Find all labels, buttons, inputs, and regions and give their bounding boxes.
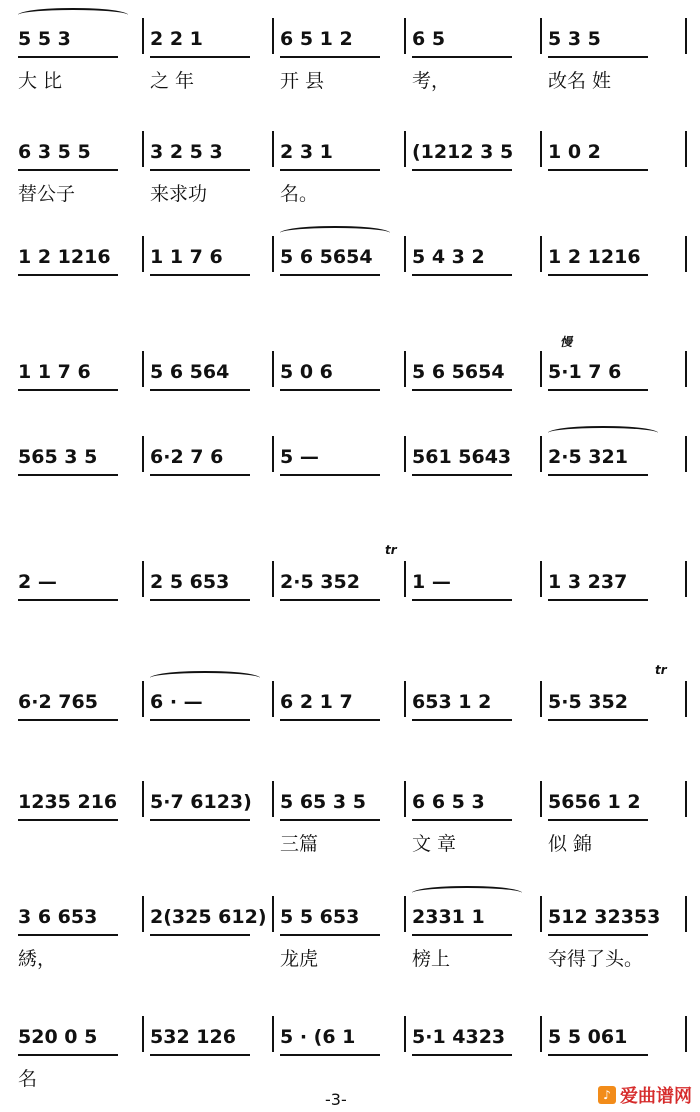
measure (150, 440, 223, 474)
notes-row (0, 900, 700, 934)
barline (685, 131, 687, 167)
measure-notes: 653 1 2 (412, 691, 492, 713)
staff-line (0, 335, 700, 435)
barline (272, 131, 274, 167)
notes-row (0, 1020, 700, 1054)
measure (548, 785, 641, 819)
measure (548, 565, 627, 599)
measure (548, 900, 660, 934)
staff-line (0, 785, 700, 865)
barline (142, 436, 144, 472)
measure (150, 240, 223, 274)
measure (18, 900, 97, 934)
barline (685, 1016, 687, 1052)
measure (412, 565, 451, 599)
barline (272, 18, 274, 54)
measure-notes: 2(325 612) (150, 906, 267, 928)
measure-notes: 5656 1 2 (548, 791, 641, 813)
barline (142, 1016, 144, 1052)
measure-notes: 6 · — (150, 691, 203, 713)
measure (412, 685, 491, 719)
barline (404, 561, 406, 597)
measure-notes: (1212 3 5 (412, 141, 514, 163)
measure-notes: 1 0 2 (548, 141, 601, 163)
measure-notes: 5 6 564 (150, 361, 230, 383)
barline (142, 236, 144, 272)
measure (150, 1020, 236, 1054)
beam-underline (548, 56, 648, 58)
beam-underline (412, 169, 512, 171)
barline (142, 896, 144, 932)
beam-underline (18, 819, 118, 821)
measure-notes: 5 6 5654 (280, 246, 373, 268)
measure-notes: 5 5 3 (18, 28, 71, 50)
notes-row (0, 543, 700, 599)
measure-notes: 5 0 6 (280, 361, 333, 383)
measure-notes: 5 5 061 (548, 1026, 628, 1048)
lyric-text: 大 比 (18, 70, 63, 92)
measure (280, 900, 359, 934)
staff-line (0, 1020, 700, 1100)
measure-notes: 565 3 5 (18, 446, 98, 468)
measure (548, 135, 601, 169)
beam-underline (548, 599, 648, 601)
slur-mark (18, 8, 128, 22)
barline (685, 781, 687, 817)
measure (280, 22, 353, 56)
measure-notes: 5 3 5 (548, 28, 601, 50)
barline (142, 351, 144, 387)
beam-underline (280, 1054, 380, 1056)
lyric-text: 龙虎 (280, 948, 319, 970)
music-note-icon: ♪ (598, 1086, 616, 1104)
barline (404, 236, 406, 272)
beam-underline (412, 389, 512, 391)
slur-mark (280, 226, 390, 240)
lyric-text: 榜上 (412, 948, 451, 970)
barline (272, 236, 274, 272)
measure-notes: 6 5 (412, 28, 446, 50)
staff-line (0, 543, 700, 645)
barline (685, 351, 687, 387)
measure-notes: 5 65 3 5 (280, 791, 366, 813)
barline (540, 681, 542, 717)
measure (18, 22, 71, 56)
measure-notes: 5·1 4323 (412, 1026, 506, 1048)
measure (18, 240, 111, 274)
measure-notes: 561 5643 (412, 446, 512, 468)
barline (540, 436, 542, 472)
beam-underline (150, 599, 250, 601)
notes-row (0, 22, 700, 56)
barline (540, 561, 542, 597)
barline (272, 351, 274, 387)
barline (540, 18, 542, 54)
beam-underline (18, 1054, 118, 1056)
measure-notes: 6 6 5 3 (412, 791, 485, 813)
measure-notes: 2 5 653 (150, 571, 230, 593)
beam-underline (280, 474, 380, 476)
measure (18, 440, 97, 474)
barline (540, 351, 542, 387)
barline (272, 896, 274, 932)
measure (280, 785, 366, 819)
lyric-text: 文 章 (412, 833, 457, 855)
beam-underline (18, 934, 118, 936)
staff-line (0, 663, 700, 765)
measure-notes: 1 2 1216 (18, 246, 111, 268)
measure-notes: 5 4 3 2 (412, 246, 485, 268)
measure (412, 1020, 505, 1054)
barline (404, 1016, 406, 1052)
slur-mark (150, 671, 260, 685)
measure (150, 22, 203, 56)
page-number: -3- (325, 1090, 347, 1109)
performance-mark: 慢 (560, 335, 573, 349)
measure-notes: 2·5 321 (548, 446, 628, 468)
measure-notes: 1 3 237 (548, 571, 628, 593)
beam-underline (18, 169, 118, 171)
barline (272, 561, 274, 597)
beam-underline (412, 474, 512, 476)
measure-notes: 3 6 653 (18, 906, 98, 928)
beam-underline (150, 274, 250, 276)
measure-notes: 2 2 1 (150, 28, 203, 50)
beam-underline (548, 169, 648, 171)
measure (150, 685, 203, 719)
measure (150, 135, 223, 169)
measure (18, 1020, 97, 1054)
staff-line (0, 900, 700, 980)
measure (150, 900, 267, 934)
beam-underline (150, 56, 250, 58)
staff-line (0, 135, 700, 215)
lyric-text: 来求功 (150, 183, 208, 205)
measure (548, 240, 641, 274)
measure-notes: 1 — (412, 571, 451, 593)
measure (18, 785, 117, 819)
beam-underline (412, 934, 512, 936)
performance-mark: tr (385, 543, 397, 557)
measure (280, 355, 333, 389)
barline (142, 681, 144, 717)
beam-underline (18, 389, 118, 391)
measure (412, 240, 485, 274)
measure-notes: 1235 216 (18, 791, 118, 813)
beam-underline (280, 56, 380, 58)
measure-notes: 6·2 7 6 (150, 446, 224, 468)
barline (404, 436, 406, 472)
measure (280, 565, 360, 599)
beam-underline (280, 934, 380, 936)
beam-underline (548, 819, 648, 821)
slur-mark (412, 886, 522, 900)
barline (404, 131, 406, 167)
notes-row (0, 440, 700, 474)
performance-mark: tr (655, 663, 667, 677)
lyric-text: 名 (18, 1068, 38, 1090)
measure-notes: 5·1 7 6 (548, 361, 622, 383)
measure (150, 785, 252, 819)
barline (404, 681, 406, 717)
barline (540, 781, 542, 817)
barline (540, 131, 542, 167)
measure-notes: 520 0 5 (18, 1026, 98, 1048)
barline (685, 681, 687, 717)
beam-underline (412, 719, 512, 721)
barline (540, 236, 542, 272)
measure (18, 565, 57, 599)
beam-underline (280, 599, 380, 601)
beam-underline (412, 1054, 512, 1056)
beam-underline (548, 934, 648, 936)
beam-underline (280, 274, 380, 276)
measure-notes: 3 2 5 3 (150, 141, 223, 163)
staff-line (0, 240, 700, 320)
measure-notes: 512 32353 (548, 906, 661, 928)
barline (540, 896, 542, 932)
notes-row (0, 135, 700, 169)
barline (404, 896, 406, 932)
measure-notes: 6 5 1 2 (280, 28, 353, 50)
barline (404, 18, 406, 54)
measure (280, 135, 333, 169)
barline (685, 18, 687, 54)
measure-notes: 5 — (280, 446, 319, 468)
lyric-text: 之 年 (150, 70, 195, 92)
measure-notes: 6 2 1 7 (280, 691, 353, 713)
watermark-text: 爱曲谱网 (620, 1086, 692, 1107)
measure-notes: 1 1 7 6 (18, 361, 91, 383)
measure (548, 355, 621, 389)
lyric-text: 名。 (280, 183, 319, 205)
beam-underline (150, 934, 250, 936)
lyric-text: 似 錦 (548, 833, 593, 855)
measure-notes: 6 3 5 5 (18, 141, 91, 163)
beam-underline (150, 169, 250, 171)
beam-underline (412, 599, 512, 601)
beam-underline (280, 169, 380, 171)
measure (280, 685, 353, 719)
staff-line (0, 440, 700, 520)
barline (404, 351, 406, 387)
measure-notes: 1 2 1216 (548, 246, 641, 268)
measure (548, 22, 601, 56)
lyric-text: 替公子 (18, 183, 76, 205)
beam-underline (150, 389, 250, 391)
measure (280, 240, 373, 274)
lyric-text: 开 县 (280, 70, 325, 92)
measure (412, 22, 445, 56)
barline (685, 436, 687, 472)
beam-underline (18, 719, 118, 721)
barline (142, 131, 144, 167)
barline (272, 781, 274, 817)
barline (685, 561, 687, 597)
barline (685, 236, 687, 272)
measure (150, 355, 229, 389)
measure-notes: 5·7 6123) (150, 791, 252, 813)
beam-underline (18, 56, 118, 58)
beam-underline (150, 719, 250, 721)
beam-underline (150, 1054, 250, 1056)
measure (412, 440, 511, 474)
barline (685, 896, 687, 932)
measure-notes: 2331 1 (412, 906, 485, 928)
slur-mark (548, 426, 658, 440)
barline (540, 1016, 542, 1052)
beam-underline (548, 274, 648, 276)
measure (548, 440, 628, 474)
lyric-text: 夺得了头。 (548, 948, 644, 970)
measure (412, 900, 485, 934)
measure-notes: 5 6 5654 (412, 361, 505, 383)
notes-row (0, 663, 700, 719)
lyric-text: 考， (412, 70, 451, 92)
lyric-text: 改名 姓 (548, 70, 612, 92)
measure-notes: 2 — (18, 571, 57, 593)
barline (142, 561, 144, 597)
barline (404, 781, 406, 817)
measure-notes: 532 126 (150, 1026, 236, 1048)
barline (272, 436, 274, 472)
measure-notes: 5·5 352 (548, 691, 628, 713)
beam-underline (280, 389, 380, 391)
measure-notes: 2·5 352 (280, 571, 360, 593)
measure (280, 1020, 355, 1054)
beam-underline (412, 274, 512, 276)
beam-underline (150, 474, 250, 476)
measure (412, 135, 513, 169)
barline (142, 781, 144, 817)
lyric-text: 三篇 (280, 833, 319, 855)
measure-notes: 2 3 1 (280, 141, 333, 163)
beam-underline (280, 819, 380, 821)
beam-underline (18, 474, 118, 476)
measure (280, 440, 319, 474)
beam-underline (412, 56, 512, 58)
beam-underline (18, 274, 118, 276)
beam-underline (280, 719, 380, 721)
measure (150, 565, 229, 599)
beam-underline (150, 819, 250, 821)
watermark (598, 1082, 692, 1108)
beam-underline (548, 719, 648, 721)
beam-underline (548, 474, 648, 476)
staff-line (0, 22, 700, 102)
measure (18, 685, 98, 719)
measure (18, 135, 91, 169)
measure (548, 1020, 627, 1054)
measure-notes: 5 5 653 (280, 906, 360, 928)
measure (412, 785, 485, 819)
barline (142, 18, 144, 54)
beam-underline (412, 819, 512, 821)
measure-notes: 5 · (6 1 (280, 1026, 356, 1048)
measure (548, 685, 628, 719)
notes-row (0, 785, 700, 819)
measure (412, 355, 505, 389)
beam-underline (18, 599, 118, 601)
beam-underline (548, 389, 648, 391)
lyric-text: 綉， (18, 948, 57, 970)
barline (272, 681, 274, 717)
notes-row (0, 335, 700, 389)
measure-notes: 1 1 7 6 (150, 246, 223, 268)
beam-underline (548, 1054, 648, 1056)
barline (272, 1016, 274, 1052)
notes-row (0, 240, 700, 274)
measure-notes: 6·2 765 (18, 691, 98, 713)
measure (18, 355, 91, 389)
